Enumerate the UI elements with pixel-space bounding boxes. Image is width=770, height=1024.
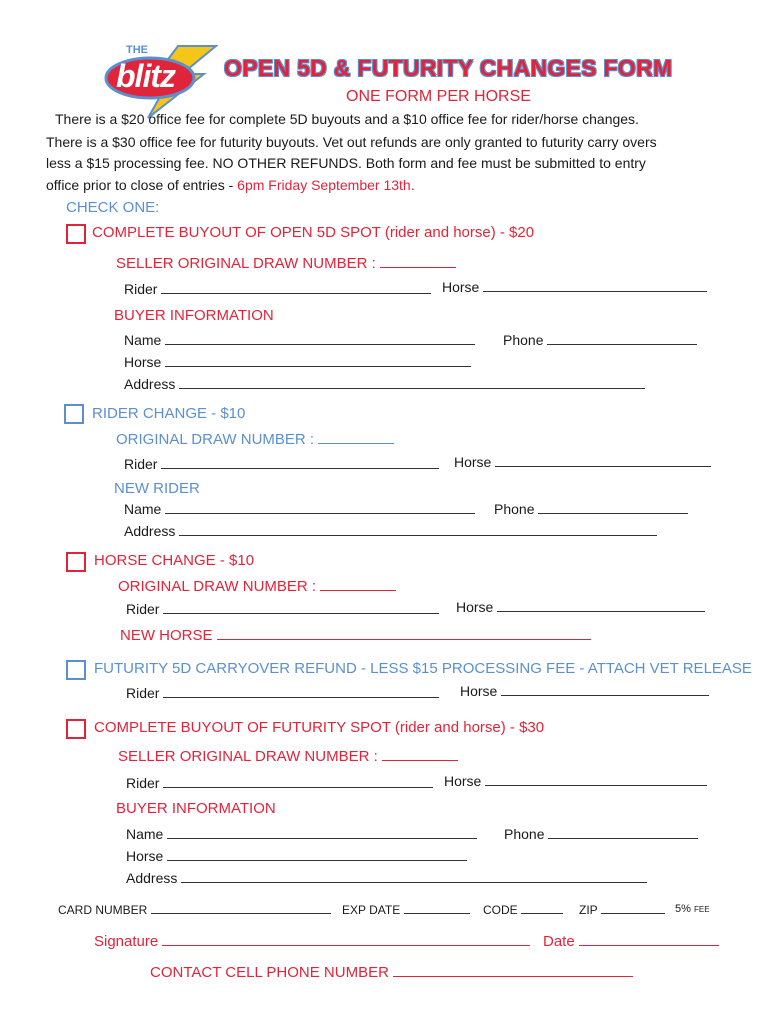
zip-row <box>579 901 665 917</box>
phone-field[interactable] <box>547 330 697 345</box>
rider-change-phone-row <box>494 499 688 517</box>
rider-field[interactable] <box>163 683 439 698</box>
new-horse-label: NEW HORSE <box>120 627 213 644</box>
form-title: OPEN 5D & FUTURITY CHANGES FORM <box>224 55 673 81</box>
futurity-buyout-rider-row <box>126 773 433 791</box>
blitz-logo <box>104 40 218 120</box>
exp-date-field[interactable] <box>404 901 470 914</box>
rider-field[interactable] <box>163 599 439 614</box>
intro-line-4 <box>46 177 415 193</box>
open-buyout-name-row <box>124 330 475 348</box>
signature-row <box>94 931 530 950</box>
horse-field[interactable] <box>485 771 707 786</box>
rider-label: Rider <box>124 281 158 297</box>
original-draw-field[interactable] <box>318 429 394 444</box>
horse-label: Horse <box>126 848 164 864</box>
futurity-buyout-checkbox[interactable] <box>66 719 86 739</box>
phone-label: Phone <box>503 332 544 348</box>
open-buyout-buyer-horse-row <box>124 352 471 370</box>
open-buyout-address-row <box>124 374 645 392</box>
name-field[interactable] <box>167 824 477 839</box>
futurity-buyout-heading: COMPLETE BUYOUT OF FUTURITY SPOT (rider and horse) - $30 <box>94 719 545 736</box>
code-label: CODE <box>483 903 518 917</box>
horse-change-rider-row <box>126 599 439 617</box>
card-number-label: CARD NUMBER <box>58 903 148 917</box>
rider-field[interactable] <box>161 454 439 469</box>
seller-draw-field[interactable] <box>380 253 456 268</box>
intro-line-4-prefix: office prior to close of entries - <box>46 177 238 193</box>
signature-field[interactable] <box>162 931 530 946</box>
futurity-refund-horse-row <box>460 681 709 699</box>
contact-phone-row <box>150 962 633 981</box>
name-label: Name <box>126 826 164 842</box>
phone-field[interactable] <box>548 824 698 839</box>
open-buyout-buyer-info: BUYER INFORMATION <box>114 307 274 324</box>
address-field[interactable] <box>179 374 645 389</box>
horse-label: Horse <box>456 599 494 615</box>
contact-phone-field[interactable] <box>393 962 633 977</box>
futurity-refund-checkbox[interactable] <box>66 660 86 680</box>
rider-change-checkbox[interactable] <box>64 404 84 424</box>
signature-label: Signature <box>94 933 159 950</box>
horse-field[interactable] <box>501 681 709 696</box>
rider-change-heading: RIDER CHANGE - $10 <box>92 405 246 422</box>
fee-percent: 5% <box>675 903 691 915</box>
buyer-horse-field[interactable] <box>165 352 471 367</box>
horse-label: Horse <box>460 683 498 699</box>
logo-small-text: THE <box>126 44 148 56</box>
name-label: Name <box>124 332 162 348</box>
horse-change-horse-row <box>456 597 705 615</box>
horse-label: Horse <box>454 454 492 470</box>
horse-change-new-horse-row <box>120 625 591 644</box>
phone-label: Phone <box>504 826 545 842</box>
intro-line-3: less a $15 processing fee. NO OTHER REFUNDS. Both form and fee must be submitted to entry <box>46 155 646 171</box>
date-field[interactable] <box>579 931 719 946</box>
code-field[interactable] <box>521 901 563 914</box>
horse-label: Horse <box>124 354 162 370</box>
address-label: Address <box>124 376 176 392</box>
zip-label: ZIP <box>579 903 598 917</box>
futurity-buyout-name-row <box>126 824 477 842</box>
exp-date-label: EXP DATE <box>342 903 401 917</box>
check-one-label: CHECK ONE: <box>66 199 160 216</box>
code-row <box>483 901 563 917</box>
futurity-buyout-seller-draw <box>118 746 458 765</box>
original-draw-label: ORIGINAL DRAW NUMBER : <box>118 578 317 595</box>
open-buyout-phone-row <box>503 330 697 348</box>
futurity-refund-heading: FUTURITY 5D CARRYOVER REFUND - LESS $15 PROCESSING FEE - ATTACH VET RELEASE <box>94 660 752 677</box>
rider-label: Rider <box>126 601 160 617</box>
rider-field[interactable] <box>163 773 433 788</box>
card-number-field[interactable] <box>151 901 331 914</box>
rider-label: Rider <box>126 775 160 791</box>
contact-phone-label: CONTACT CELL PHONE NUMBER <box>150 964 389 981</box>
name-label: Name <box>124 501 162 517</box>
seller-draw-label: SELLER ORIGINAL DRAW NUMBER : <box>118 748 378 765</box>
horse-change-original-draw <box>118 576 396 595</box>
futurity-buyout-phone-row <box>504 824 698 842</box>
address-label: Address <box>126 870 178 886</box>
rider-change-address-row <box>124 521 657 539</box>
open-buyout-checkbox[interactable] <box>66 224 86 244</box>
futurity-refund-rider-row <box>126 683 439 701</box>
horse-label: Horse <box>444 773 482 789</box>
form-subtitle: ONE FORM PER HORSE <box>346 88 531 105</box>
seller-draw-field[interactable] <box>382 746 458 761</box>
rider-change-rider-row <box>124 454 439 472</box>
entry-deadline: 6pm Friday September 13th. <box>237 177 415 193</box>
date-label: Date <box>543 933 575 950</box>
rider-field[interactable] <box>161 279 431 294</box>
open-buyout-rider-row <box>124 279 431 297</box>
horse-field[interactable] <box>483 277 707 292</box>
address-label: Address <box>124 523 176 539</box>
futurity-buyout-buyer-info: BUYER INFORMATION <box>116 800 276 817</box>
horse-label: Horse <box>442 279 480 295</box>
original-draw-field[interactable] <box>320 576 396 591</box>
rider-change-name-row <box>124 499 475 517</box>
original-draw-label: ORIGINAL DRAW NUMBER : <box>116 431 315 448</box>
open-buyout-seller-draw <box>116 253 456 272</box>
intro-line-1: There is a $20 office fee for complete 5D buyouts and a $10 office fee for rider/horse changes. <box>55 111 639 127</box>
buyer-horse-field[interactable] <box>167 846 467 861</box>
intro-line-2: There is a $30 office fee for futurity buyouts. Vet out refunds are only granted to futurity carry overs <box>46 134 657 150</box>
phone-label: Phone <box>494 501 535 517</box>
name-field[interactable] <box>165 499 475 514</box>
zip-field[interactable] <box>601 901 665 914</box>
fee-word: FEE <box>693 905 710 914</box>
exp-date-row <box>342 901 470 917</box>
rider-change-horse-row <box>454 452 711 470</box>
phone-field[interactable] <box>538 499 688 514</box>
address-field[interactable] <box>179 521 657 536</box>
open-buyout-horse-row <box>442 277 707 295</box>
horse-change-checkbox[interactable] <box>66 552 86 572</box>
address-field[interactable] <box>181 868 647 883</box>
horse-change-heading: HORSE CHANGE - $10 <box>94 552 255 569</box>
rider-label: Rider <box>124 456 158 472</box>
rider-change-original-draw <box>116 429 394 448</box>
seller-draw-label: SELLER ORIGINAL DRAW NUMBER : <box>116 255 376 272</box>
card-number-row <box>58 901 331 917</box>
logo-main-text: blitz <box>116 58 175 94</box>
name-field[interactable] <box>165 330 475 345</box>
new-horse-field[interactable] <box>217 625 591 640</box>
rider-label: Rider <box>126 685 160 701</box>
futurity-buyout-horse-row <box>444 771 707 789</box>
horse-field[interactable] <box>497 597 705 612</box>
open-buyout-heading: COMPLETE BUYOUT OF OPEN 5D SPOT (rider and horse) - $20 <box>92 224 535 241</box>
date-row <box>543 931 719 950</box>
fee-note <box>675 903 710 915</box>
futurity-buyout-buyer-horse-row <box>126 846 467 864</box>
horse-field[interactable] <box>495 452 711 467</box>
new-rider-label: NEW RIDER <box>114 480 200 497</box>
futurity-buyout-address-row <box>126 868 647 886</box>
